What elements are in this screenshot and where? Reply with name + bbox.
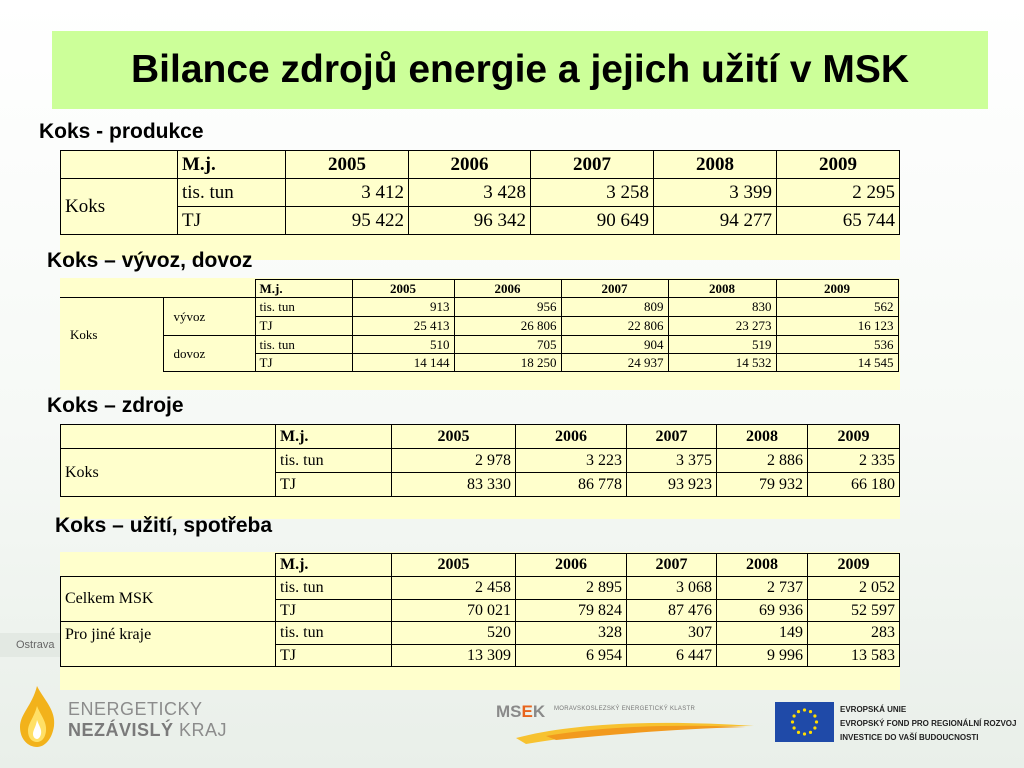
- page-title: Bilance zdrojů energie a jejich užití v MSK: [130, 48, 910, 91]
- city-label: Ostrava: [0, 633, 60, 657]
- logo-line-2: [68, 720, 227, 741]
- value-cell: 519: [668, 336, 776, 354]
- table-row: [60, 336, 898, 354]
- header-cell: 2006: [516, 425, 627, 449]
- eu-funding-text: [840, 703, 1016, 745]
- value-cell: 2 978: [392, 449, 516, 473]
- section-label-produkce: Koks - produkce: [39, 120, 204, 143]
- value-cell: 14 545: [776, 354, 898, 372]
- value-cell: 2 737: [717, 577, 808, 600]
- value-cell: 66 180: [808, 473, 900, 497]
- value-cell: 913: [352, 298, 454, 317]
- logo-line-2-bold: NEZÁVISLÝ: [68, 720, 174, 740]
- unit-cell: TJ: [255, 317, 352, 336]
- table-produkce: [60, 150, 900, 235]
- header-empty-cell: [61, 151, 178, 179]
- value-cell: 94 277: [654, 207, 777, 235]
- value-cell: 52 597: [808, 600, 900, 622]
- value-cell: 23 273: [668, 317, 776, 336]
- value-cell: 69 936: [717, 600, 808, 622]
- header-cell: 2006: [409, 151, 531, 179]
- section-label-vyvoz-dovoz: Koks – vývoz, dovoz: [47, 249, 253, 272]
- value-cell: 3 412: [286, 179, 409, 207]
- value-cell: 13 583: [808, 645, 900, 667]
- value-cell: 83 330: [392, 473, 516, 497]
- table-header-row: [61, 554, 900, 577]
- table-header-row: [60, 280, 898, 298]
- eu-line-2: EVROPSKÝ FOND PRO REGIONÁLNÍ ROZVOJ: [840, 719, 1017, 728]
- header-cell: 2005: [352, 280, 454, 298]
- value-cell: 3 375: [627, 449, 717, 473]
- unit-cell: tis. tun: [276, 622, 392, 645]
- header-cell: 2007: [531, 151, 654, 179]
- header-cell: M.j.: [255, 280, 352, 298]
- value-cell: 22 806: [561, 317, 668, 336]
- table-uziti: [60, 553, 900, 667]
- header-cell: M.j.: [178, 151, 286, 179]
- value-cell: 95 422: [286, 207, 409, 235]
- value-cell: 3 428: [409, 179, 531, 207]
- header-cell: 2007: [627, 425, 717, 449]
- group-label: Celkem MSK: [61, 577, 276, 622]
- table-header-row: [61, 425, 900, 449]
- value-cell: 2 458: [392, 577, 516, 600]
- unit-cell: tis. tun: [276, 449, 392, 473]
- row-label: Koks: [61, 449, 276, 497]
- value-cell: 2 895: [516, 577, 627, 600]
- row-label: Koks: [61, 179, 178, 235]
- group-label: Pro jiné kraje: [61, 622, 276, 667]
- value-cell: 3 223: [516, 449, 627, 473]
- title-banner: [52, 31, 988, 109]
- value-cell: 283: [808, 622, 900, 645]
- unit-cell: tis. tun: [255, 336, 352, 354]
- value-cell: 90 649: [531, 207, 654, 235]
- value-cell: 16 123: [776, 317, 898, 336]
- value-cell: 956: [454, 298, 561, 317]
- value-cell: 14 144: [352, 354, 454, 372]
- header-cell: 2008: [654, 151, 777, 179]
- value-cell: 96 342: [409, 207, 531, 235]
- value-cell: 536: [776, 336, 898, 354]
- header-cell: M.j.: [276, 425, 392, 449]
- header-cell: 2009: [776, 280, 898, 298]
- value-cell: 6 954: [516, 645, 627, 667]
- value-cell: 520: [392, 622, 516, 645]
- logo-line-2-rest: KRAJ: [173, 720, 228, 740]
- msek-e: E: [521, 702, 533, 721]
- table-zdroje: [60, 424, 900, 497]
- section-label-uziti: Koks – užití, spotřeba: [55, 514, 273, 537]
- header-cell: 2007: [561, 280, 668, 298]
- value-cell: 93 923: [627, 473, 717, 497]
- header-cell: 2009: [777, 151, 900, 179]
- value-cell: 3 399: [654, 179, 777, 207]
- table-row: [61, 449, 900, 473]
- msek-logo: [496, 700, 756, 750]
- value-cell: 25 413: [352, 317, 454, 336]
- unit-cell: tis. tun: [255, 298, 352, 317]
- value-cell: 2 886: [717, 449, 808, 473]
- header-cell: 2007: [627, 554, 717, 577]
- value-cell: 904: [561, 336, 668, 354]
- value-cell: 13 309: [392, 645, 516, 667]
- header-cell: 2006: [516, 554, 627, 577]
- header-cell: 2005: [392, 554, 516, 577]
- header-cell: 2008: [717, 425, 808, 449]
- eu-flag-icon: [775, 702, 834, 742]
- eu-line-3: INVESTICE DO VAŠÍ BUDOUCNOSTI: [840, 733, 979, 742]
- header-cell: 2008: [717, 554, 808, 577]
- energeticky-nezavisly-kraj-logo: [68, 699, 227, 741]
- header-empty-cell: [60, 280, 255, 298]
- table-row: [61, 622, 900, 645]
- logo-line-1: ENERGETICKY: [68, 699, 203, 719]
- table-vyvoz-dovoz: [60, 279, 899, 372]
- header-cell: 2006: [454, 280, 561, 298]
- unit-cell: tis. tun: [178, 179, 286, 207]
- value-cell: 24 937: [561, 354, 668, 372]
- value-cell: 6 447: [627, 645, 717, 667]
- group-label: vývoz: [163, 298, 255, 336]
- value-cell: 3 068: [627, 577, 717, 600]
- header-cell: 2008: [668, 280, 776, 298]
- value-cell: 562: [776, 298, 898, 317]
- value-cell: 830: [668, 298, 776, 317]
- flame-logo-icon: [14, 684, 60, 750]
- header-cell: M.j.: [276, 554, 392, 577]
- value-cell: 809: [561, 298, 668, 317]
- table-row: [61, 207, 900, 235]
- msek-subtitle: MORAVSKOSLEZSKÝ ENERGETICKÝ KLASTR: [554, 706, 696, 712]
- value-cell: 510: [352, 336, 454, 354]
- table-row: [60, 298, 898, 317]
- header-cell: 2005: [392, 425, 516, 449]
- value-cell: 18 250: [454, 354, 561, 372]
- msek-ms: MS: [496, 702, 522, 721]
- eu-line-1: EVROPSKÁ UNIE: [840, 705, 907, 714]
- unit-cell: TJ: [276, 600, 392, 622]
- unit-cell: TJ: [276, 645, 392, 667]
- value-cell: 79 932: [717, 473, 808, 497]
- msek-k: K: [532, 702, 546, 721]
- header-cell: 2009: [808, 554, 900, 577]
- value-cell: 86 778: [516, 473, 627, 497]
- header-empty-cell: [61, 554, 276, 577]
- group-label: dovoz: [163, 336, 255, 372]
- value-cell: 328: [516, 622, 627, 645]
- value-cell: 705: [454, 336, 561, 354]
- value-cell: 307: [627, 622, 717, 645]
- table-row: [61, 179, 900, 207]
- value-cell: 79 824: [516, 600, 627, 622]
- value-cell: 9 996: [717, 645, 808, 667]
- msek-swoosh-icon: [516, 718, 756, 744]
- value-cell: 3 258: [531, 179, 654, 207]
- value-cell: 2 052: [808, 577, 900, 600]
- unit-cell: TJ: [255, 354, 352, 372]
- value-cell: 87 476: [627, 600, 717, 622]
- value-cell: 70 021: [392, 600, 516, 622]
- unit-cell: tis. tun: [276, 577, 392, 600]
- value-cell: 2 335: [808, 449, 900, 473]
- header-empty-cell: [61, 425, 276, 449]
- unit-cell: TJ: [178, 207, 286, 235]
- section-label-zdroje: Koks – zdroje: [47, 394, 184, 417]
- value-cell: 65 744: [777, 207, 900, 235]
- unit-cell: TJ: [276, 473, 392, 497]
- value-cell: 149: [717, 622, 808, 645]
- table-header-row: [61, 151, 900, 179]
- value-cell: 2 295: [777, 179, 900, 207]
- header-cell: 2009: [808, 425, 900, 449]
- table-row: [61, 577, 900, 600]
- header-cell: 2005: [286, 151, 409, 179]
- value-cell: 26 806: [454, 317, 561, 336]
- value-cell: 14 532: [668, 354, 776, 372]
- row-label: Koks: [60, 298, 163, 372]
